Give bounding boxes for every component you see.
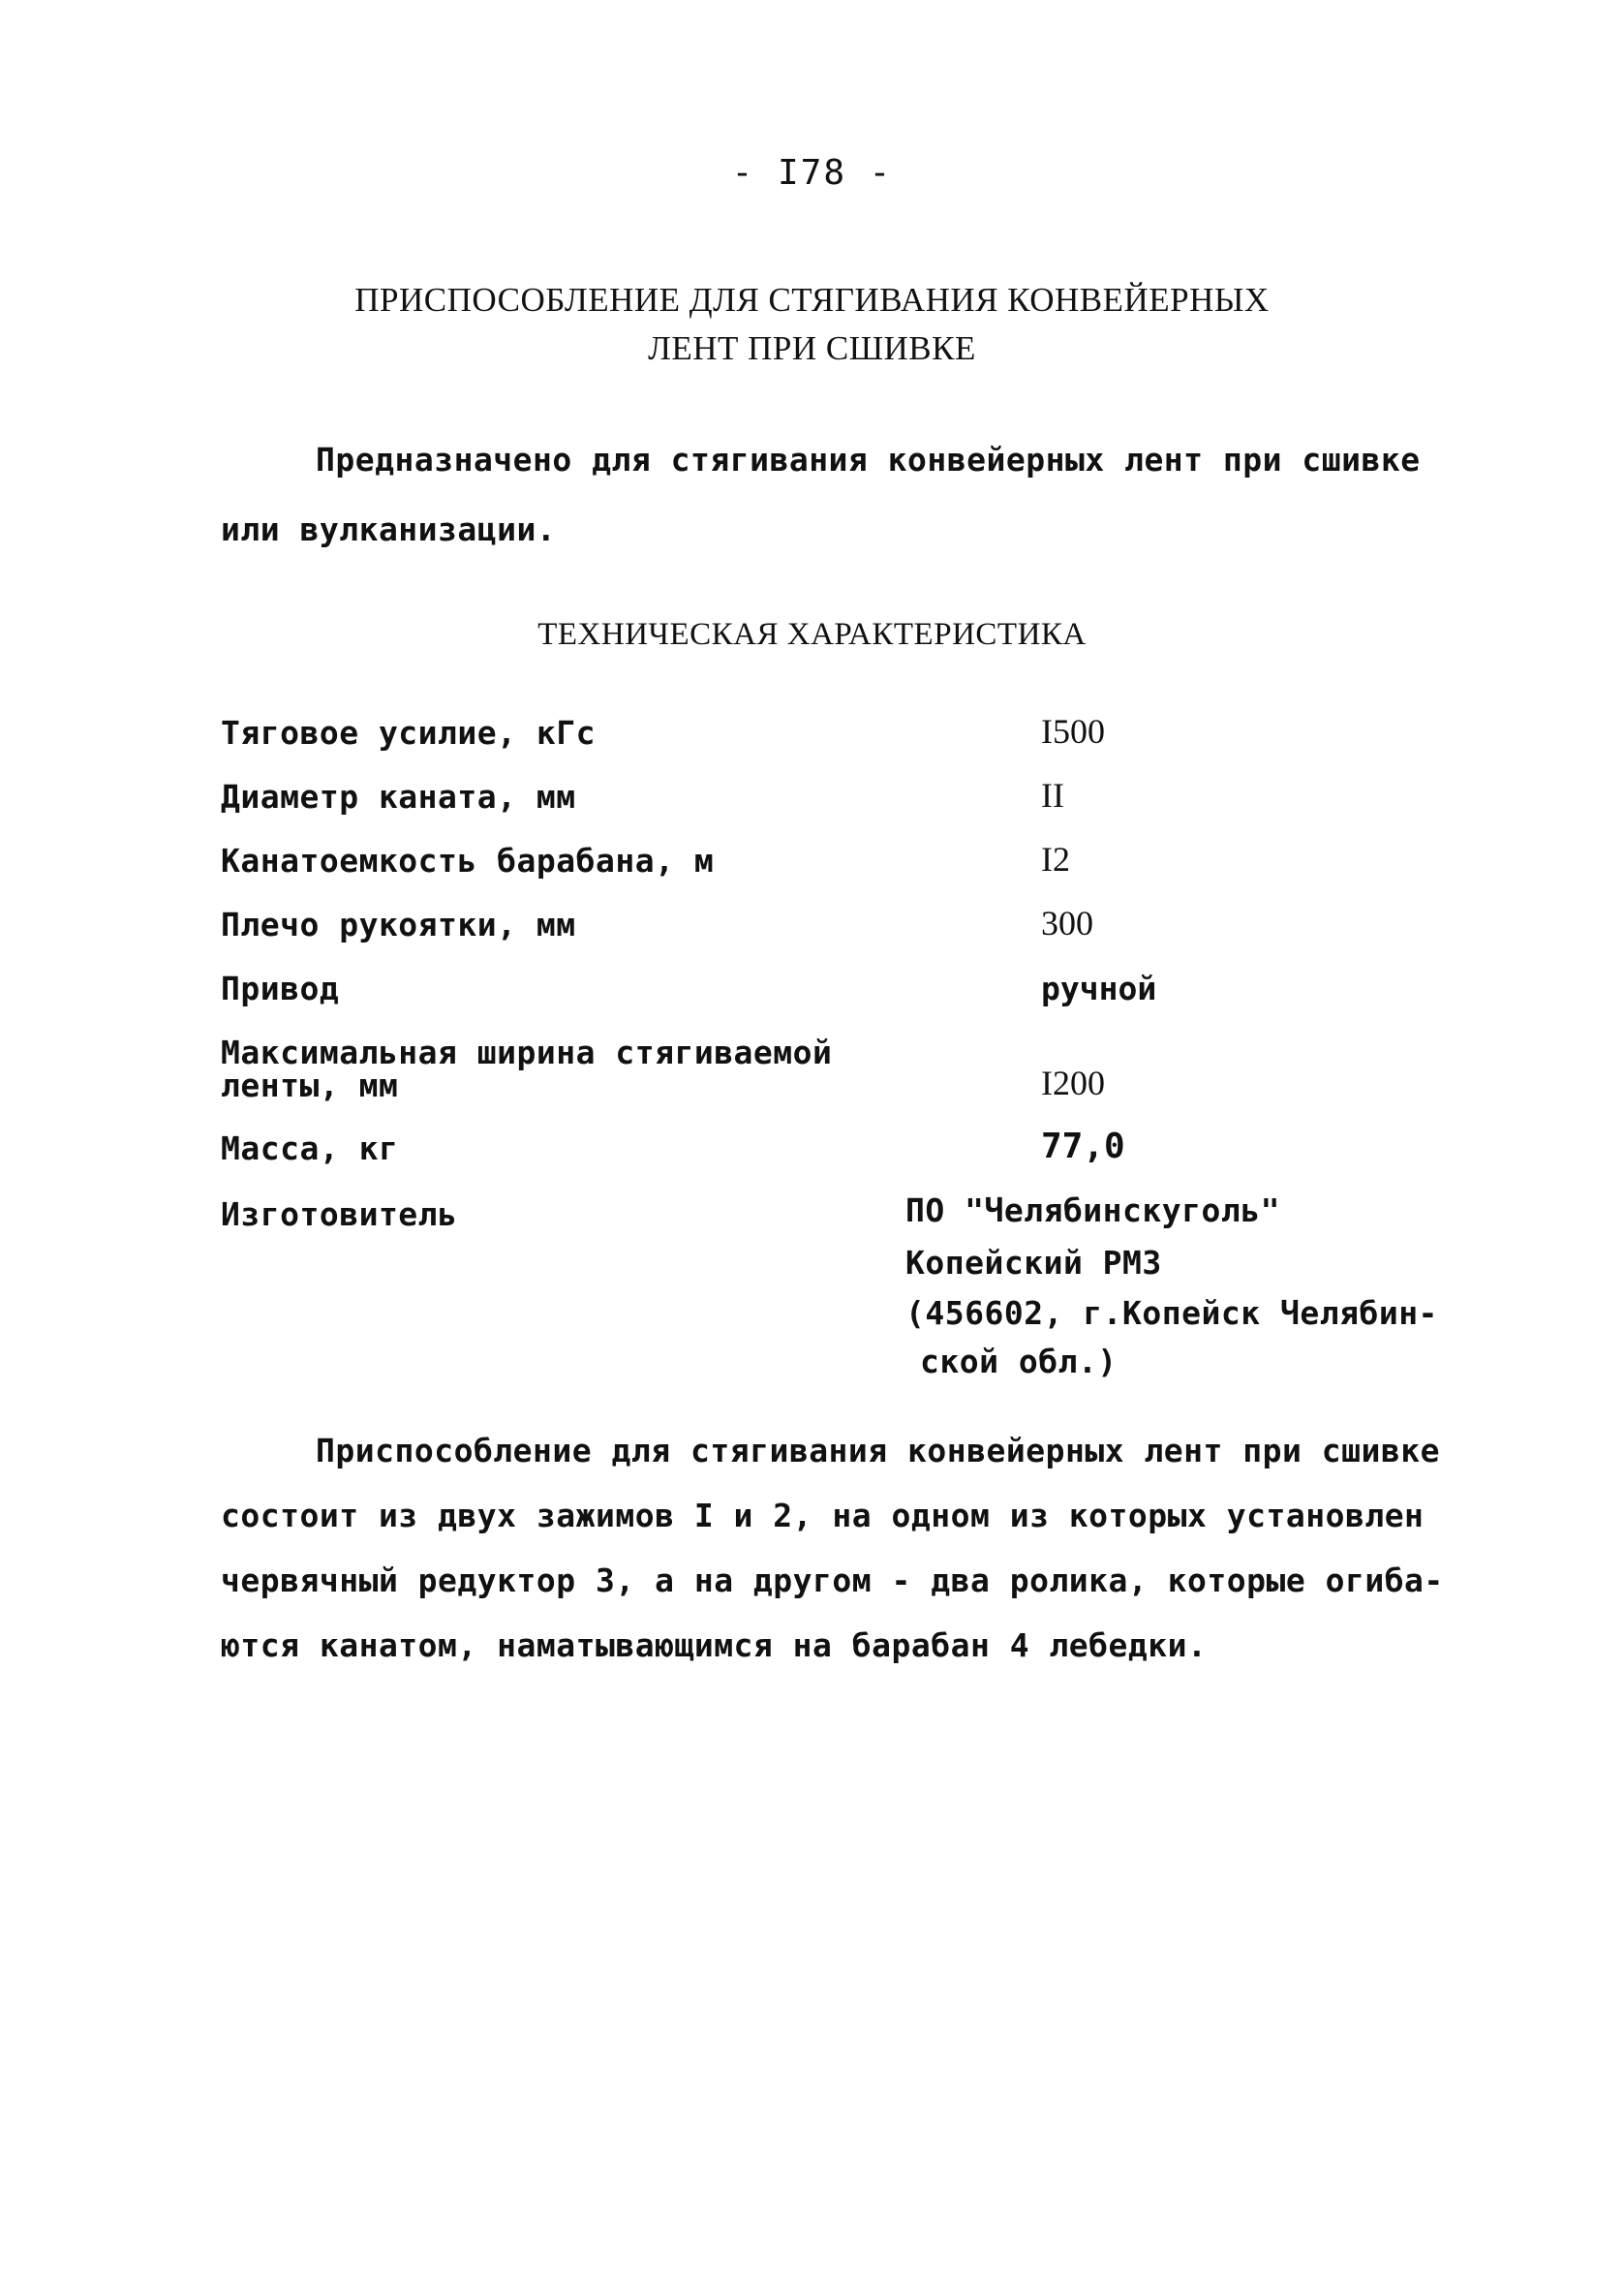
spec-label: Канатоемкость барабана, м <box>221 842 715 880</box>
spec-value: I200 <box>1041 1064 1105 1102</box>
spec-label-line-1: Максимальная ширина стягиваемой <box>221 1034 833 1071</box>
description-line: ются канатом, наматывающимся на барабан 4 лебедки. <box>221 1626 1208 1664</box>
spec-value: II <box>1041 776 1064 815</box>
spec-label: Масса, кг <box>221 1129 399 1167</box>
manufacturer-line: (456602, г.Копейск Челябин- <box>905 1294 1438 1332</box>
spec-label-line-2: ленты, мм <box>221 1067 399 1104</box>
spec-value: 300 <box>1041 904 1093 943</box>
manufacturer-label: Изготовитель <box>221 1195 458 1233</box>
spec-label: Привод <box>221 970 340 1007</box>
manufacturer-line: ской обл.) <box>920 1343 1118 1380</box>
description-line: Приспособление для стягивания конвейерных лент при сшивке <box>316 1432 1440 1469</box>
description-line: состоит из двух зажимов I и 2, на одном из которых установлен <box>221 1497 1425 1534</box>
intro-paragraph-line-1: Предназначено для стягивания конвейерных лент при сшивке <box>316 441 1421 479</box>
spec-label: Плечо рукоятки, мм <box>221 906 576 943</box>
spec-label: Тяговое усилие, кГс <box>221 714 596 752</box>
intro-paragraph-line-2: или вулканизации. <box>221 510 557 548</box>
manufacturer-line: ПО "Челябинскуголь" <box>905 1191 1280 1229</box>
manufacturer-line: Копейский РМЗ <box>905 1244 1162 1282</box>
document-title-line-2: ЛЕНТ ПРИ СШИВКЕ <box>648 329 976 367</box>
document-title-line-1: ПРИСПОСОБЛЕНИЕ ДЛЯ СТЯГИВАНИЯ КОНВЕЙЕРНЫХ <box>354 281 1270 319</box>
specs-heading: ТЕХНИЧЕСКАЯ ХАРАКТЕРИСТИКА <box>537 617 1087 652</box>
description-line: червячный редуктор 3, а на другом - два ролика, которые огиба- <box>221 1561 1444 1599</box>
spec-value: ручной <box>1041 970 1157 1007</box>
spec-value: I500 <box>1041 712 1105 751</box>
spec-value: 77,0 <box>1041 1127 1125 1166</box>
page-number: - I78 - <box>731 153 893 193</box>
spec-label: Диаметр каната, мм <box>221 778 576 816</box>
spec-value: I2 <box>1041 840 1070 879</box>
